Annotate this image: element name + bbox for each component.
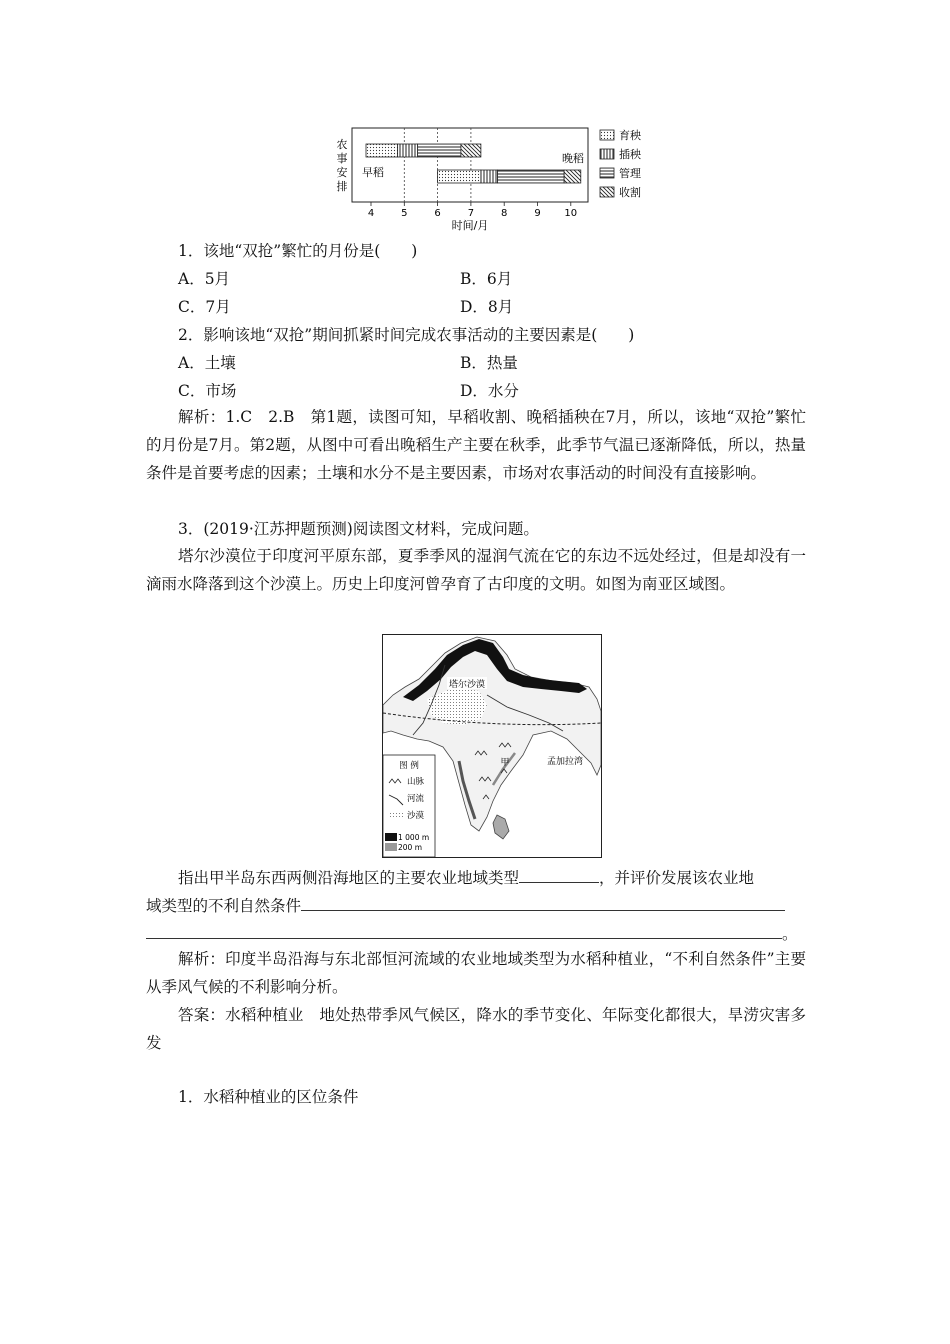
q3-material: 塔尔沙漠位于印度河平原东部，夏季季风的湿润气流在它的东边不远处经过，但是却没有一滴雨水降落到这个沙漠上。历史上印度河曾孕育了古印度的文明。如图为南亚区域图。 xyxy=(146,547,806,593)
q2-option-a: A．土壤 xyxy=(178,354,236,372)
q1-option-c: C．7月 xyxy=(178,298,231,316)
x-tick-label: 8 xyxy=(501,208,508,219)
analysis-q1-q2: 解析：1.C 2.B 第1题，读图可知，早稻收割、晚稻插秧在7月，所以，该地“双抢”繁忙的月份是7月。第2题，从图中可看出晚稻生产主要在秋季，此季节气温已逐渐降低，所以，热量条件是首要考虑的因素；土壤和水分不是主要因素，市场对农事活动的时间没有直接影响。 xyxy=(146,408,806,482)
legend-elev-high: 1 000 m xyxy=(398,833,430,842)
legend-label: 收割 xyxy=(619,186,641,199)
farming-schedule-chart xyxy=(330,122,660,234)
bar-晚稻-育秧 xyxy=(438,170,481,183)
legend-swatch-育秧 xyxy=(600,130,614,140)
legend-desert-icon xyxy=(389,811,403,817)
bar-晚稻-管理 xyxy=(498,170,565,183)
q3-question-line3 xyxy=(146,922,798,945)
analysis-q3: 解析：印度半岛沿海与东北部恒河流域的农业地域类型为水稻种植业，“不利自然条件”主要从季风气候的不利影响分析。 xyxy=(146,950,806,996)
bar-晚稻-收割 xyxy=(564,170,581,183)
x-tick-label: 4 xyxy=(367,208,375,219)
x-tick-label: 9 xyxy=(534,208,541,219)
map-desert-label: 塔尔沙漠 xyxy=(448,680,486,690)
legend-swatch-管理 xyxy=(600,168,614,178)
q2-option-d: D．水分 xyxy=(460,382,519,400)
q3-question-a: 指出甲半岛东西两侧沿海地区的主要农业地域类型 xyxy=(178,869,520,887)
answer-blank-2[interactable] xyxy=(301,894,785,911)
legend-label: 插秧 xyxy=(619,148,641,161)
x-tick-label: 10 xyxy=(564,208,578,219)
x-tick-label: 7 xyxy=(467,208,475,219)
legend-swatch-插秧 xyxy=(600,149,614,159)
legend-title: 图 例 xyxy=(399,761,419,771)
q1-stem: 1．该地“双抢”繁忙的月份是( ) xyxy=(178,242,418,260)
q1-option-d: D．8月 xyxy=(460,298,514,316)
farming-schedule-svg xyxy=(330,122,660,234)
answer-blank-3[interactable] xyxy=(146,922,782,939)
q3-stem: 3．(2019·江苏押题预测)阅读图文材料，完成问题。 xyxy=(178,520,539,538)
q3-question-c: 域类型的不利自然条件 xyxy=(146,897,302,915)
legend-mountain-label: 山脉 xyxy=(407,777,425,787)
bar-早稻-收割 xyxy=(461,144,481,157)
bar-晚稻-插秧 xyxy=(481,170,498,183)
svg-text:农事安排: 农事安排 xyxy=(336,138,348,193)
legend-swatch-收割 xyxy=(600,187,614,197)
map-bay-label: 孟加拉湾 xyxy=(546,757,584,767)
q2-option-c: C．市场 xyxy=(178,382,237,400)
chart-frame xyxy=(352,128,588,202)
legend-elev-low-swatch xyxy=(385,843,397,851)
south-asia-map xyxy=(382,634,602,858)
bar-早稻-插秧 xyxy=(398,144,418,157)
map-legend xyxy=(383,755,435,857)
y-axis-label xyxy=(337,138,348,193)
q1-option-b: B．6月 xyxy=(460,270,513,288)
legend-label: 管理 xyxy=(619,167,641,180)
answer-q3: 答案：水稻种植业 地处热带季风气候区，降水的季节变化、年际变化都很大，旱涝灾害多发 xyxy=(146,1006,806,1052)
series-label-late: 晚稻 xyxy=(562,152,584,165)
q3-end: 。 xyxy=(782,925,798,943)
map-sri-lanka xyxy=(493,815,509,839)
legend-elev-high-swatch xyxy=(385,833,397,841)
x-axis-label: 时间/月 xyxy=(451,219,489,232)
bar-早稻-育秧 xyxy=(366,144,398,157)
q1-option-a: A．5月 xyxy=(178,270,231,288)
map-jia-label: 甲 xyxy=(500,758,510,768)
q3-question-b: ，并评价发展该农业地 xyxy=(599,869,755,887)
x-tick-label: 5 xyxy=(401,208,408,219)
q3-question-line1 xyxy=(178,866,754,889)
legend-label: 育秧 xyxy=(619,129,641,142)
legend-desert-label: 沙漠 xyxy=(407,811,425,821)
answer-blank-1[interactable] xyxy=(519,866,599,883)
q2-option-b: B．热量 xyxy=(460,354,518,372)
map-svg xyxy=(383,635,601,857)
q3-question-line2 xyxy=(146,894,785,917)
section-heading: 1．水稻种植业的区位条件 xyxy=(178,1088,359,1106)
x-tick-label: 6 xyxy=(434,208,441,219)
bar-早稻-管理 xyxy=(418,144,461,157)
legend-elev-low: 200 m xyxy=(398,843,423,852)
q2-stem: 2．影响该地“双抢”期间抓紧时间完成农事活动的主要因素是( ) xyxy=(178,326,635,344)
series-label-early: 早稻 xyxy=(362,166,384,179)
legend-river-label: 河流 xyxy=(407,794,425,804)
